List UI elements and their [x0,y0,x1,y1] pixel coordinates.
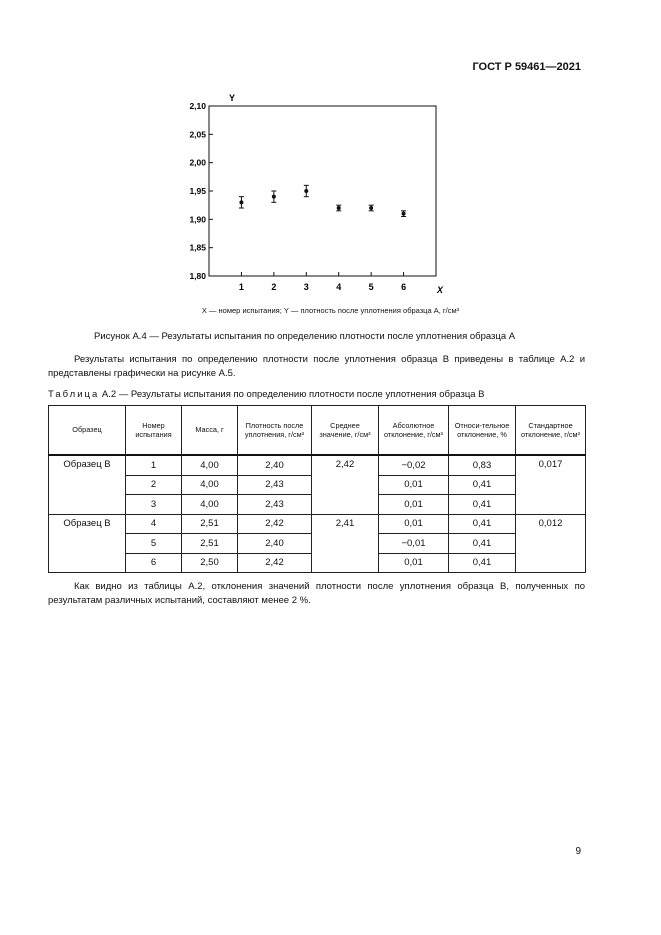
header-mean: Среднее значение, г/см³ [312,406,379,456]
x-tick-label: 1 [238,282,244,292]
header-rel-deviation: Относи-тельное отклонение, % [449,406,516,456]
document-code: ГОСТ Р 59461—2021 [472,61,581,73]
cell-rel-deviation: 0,41 [449,475,516,495]
x-tick-label: 4 [336,282,342,292]
cell-mean: 2,42 [312,455,379,514]
cell-mass: 4,00 [182,495,238,515]
cell-number: 2 [126,475,182,495]
plot-frame [209,106,436,276]
header-abs-deviation: Абсолютное отклонение, г/см³ [379,406,449,456]
figure-caption: Рисунок А.4 — Результаты испытания по определению плотности после уплотнения образца А [94,331,516,342]
y-tick-label: 1,85 [189,242,206,253]
cell-mass: 2,51 [182,534,238,554]
density-chart [150,86,450,296]
x-tick-label: 6 [401,282,407,292]
x-tick-label: 3 [303,282,309,292]
header-density: Плотность после уплотнения, г/см³ [238,406,312,456]
page-number: 9 [575,846,581,857]
data-points [239,185,406,216]
data-point [337,206,341,210]
table-title-label: Таблица [48,389,100,400]
data-point [272,195,276,199]
cell-rel-deviation: 0,41 [449,553,516,573]
cell-abs-deviation: 0,01 [379,553,449,573]
x-tick-label: 5 [368,282,374,292]
cell-std-deviation: 0,012 [516,514,586,573]
cell-mass: 2,50 [182,553,238,573]
y-tick-label: 1,90 [189,214,206,225]
y-tick-label: 1,80 [189,271,206,281]
cell-std-deviation: 0,017 [516,455,586,514]
figure-legend: X — номер испытания; Y — плотность после уплотнения образца А, г/см³ [201,306,460,315]
cell-mean: 2,41 [312,514,379,573]
cell-mass: 4,00 [182,455,238,475]
cell-rel-deviation: 0,83 [449,455,516,475]
data-point [402,212,406,216]
cell-number: 4 [126,514,182,534]
cell-density: 2,40 [238,534,312,554]
paragraph-intro: Результаты испытания по определению плотности после уплотнения образца В приведены в таблице А.2 и представлены графически на рисунке А.5. [48,354,585,379]
y-tick-label: 1,95 [189,186,206,196]
cell-abs-deviation: 0,01 [379,514,449,534]
cell-density: 2,40 [238,455,312,475]
cell-mass: 4,00 [182,475,238,495]
paragraph-conclusion: Как видно из таблицы А.2, отклонения значений плотности после уплотнения образца В, полученных по результатам различных испытаний, составляют менее 2 %. [48,581,585,606]
cell-number: 6 [126,553,182,573]
y-axis-label: Y [229,93,236,103]
cell-density: 2,42 [238,553,312,573]
cell-rel-deviation: 0,41 [449,514,516,534]
cell-rel-deviation: 0,41 [449,534,516,554]
y-tick-label: 2,05 [189,129,206,140]
cell-abs-deviation: 0,01 [379,475,449,495]
cell-density: 2,43 [238,475,312,495]
data-point [369,206,373,210]
x-tick-label: 2 [271,282,277,292]
table-title-text: А.2 — Результаты испытания по определению плотности после уплотнения образца В [99,389,485,400]
results-table [48,405,586,573]
data-point [239,200,243,204]
cell-number: 5 [126,534,182,554]
cell-abs-deviation: −0,02 [379,455,449,475]
table-title [48,389,485,400]
cell-mass: 2,51 [182,514,238,534]
cell-sample: Образец В [49,455,126,514]
cell-number: 3 [126,495,182,515]
table-row [49,455,586,475]
cell-density: 2,43 [238,495,312,515]
y-tick-label: 2,10 [189,101,206,111]
data-point [304,189,308,193]
cell-number: 1 [126,455,182,475]
x-axis-label: X [437,285,444,295]
cell-rel-deviation: 0,41 [449,495,516,515]
x-axis-ticks [239,272,406,292]
header-sample: Образец [49,406,126,456]
y-tick-label: 2,00 [189,157,206,168]
cell-abs-deviation: −0,01 [379,534,449,554]
cell-abs-deviation: 0,01 [379,495,449,515]
table-header-row [49,406,586,456]
table-row [49,514,586,534]
header-mass: Масса, г [182,406,238,456]
header-test-number: Номер испытания [126,406,182,456]
header-std-deviation: Стандартное отклонение, г/см³ [516,406,586,456]
cell-density: 2,42 [238,514,312,534]
cell-sample: Образец В [49,514,126,573]
